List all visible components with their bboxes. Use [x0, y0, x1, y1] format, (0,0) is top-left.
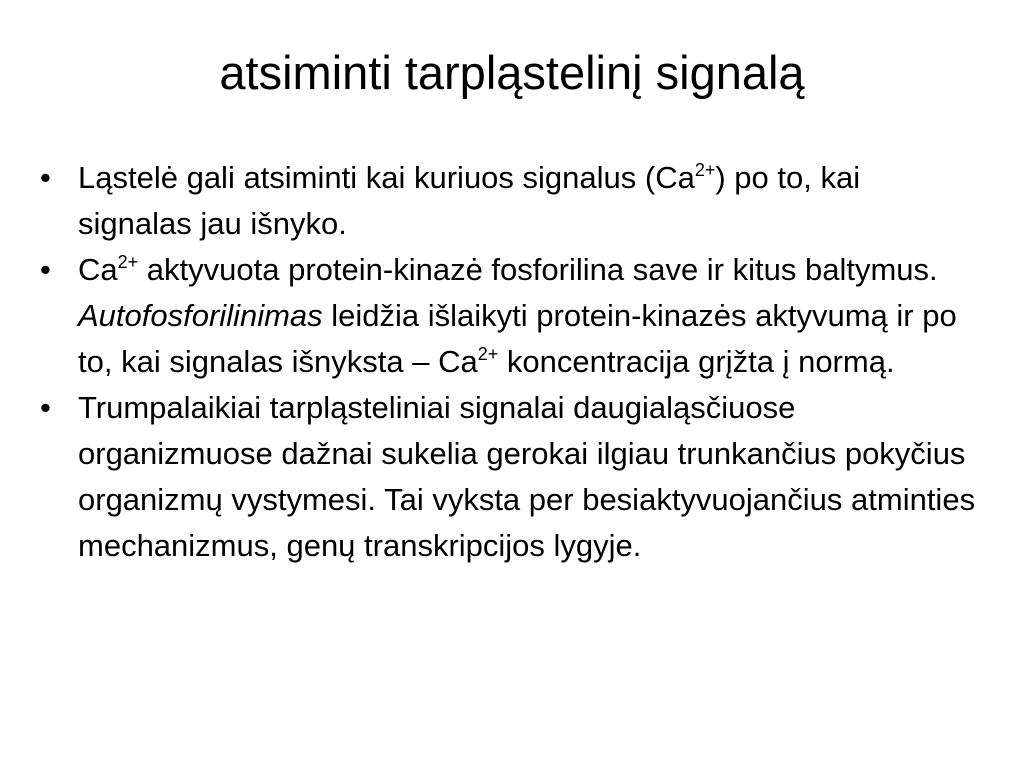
bullet-text: aktyvuota protein-kinazė fosforilina save ir kitus baltymus. — [138, 252, 938, 287]
bullet-text: ) po to, kai signalas jau išnyko. — [78, 160, 861, 241]
superscript-charge: 2+ — [694, 160, 716, 180]
bullet-item-1 — [40, 155, 980, 247]
bullet-icon: • — [40, 390, 51, 425]
bullet-item-3 — [40, 385, 980, 569]
bullet-icon: • — [40, 252, 51, 287]
bullet-item-2 — [40, 247, 980, 385]
italic-term: Autofosforilinimas — [78, 298, 323, 333]
bullet-text: Ląstelė gali atsiminti kai kuriuos signalus (Ca — [78, 160, 695, 195]
bullet-text: Ca — [78, 252, 118, 287]
superscript-charge: 2+ — [477, 344, 499, 364]
bullet-text: Trumpalaikiai tarpląsteliniai signalai daugialąsčiuose organizmuose dažnai sukelia gerokai ilgiau trunkančius pokyčius organizmų vystymesi. Tai vyksta per besiaktyvuojančius atminties mechanizmus, genų transkripcijos lygyje. — [78, 390, 976, 563]
slide-title: atsiminti tarpląstelinį signalą — [219, 46, 805, 99]
bullet-text: koncentracija grįžta į normą. — [498, 344, 895, 379]
bullet-text: leidžia išlaikyti protein-kinazės aktyvumą ir po to, kai signalas išnyksta – Ca — [78, 298, 957, 379]
bullet-icon: • — [40, 160, 51, 195]
bullet-list — [40, 155, 980, 569]
superscript-charge: 2+ — [117, 252, 139, 272]
